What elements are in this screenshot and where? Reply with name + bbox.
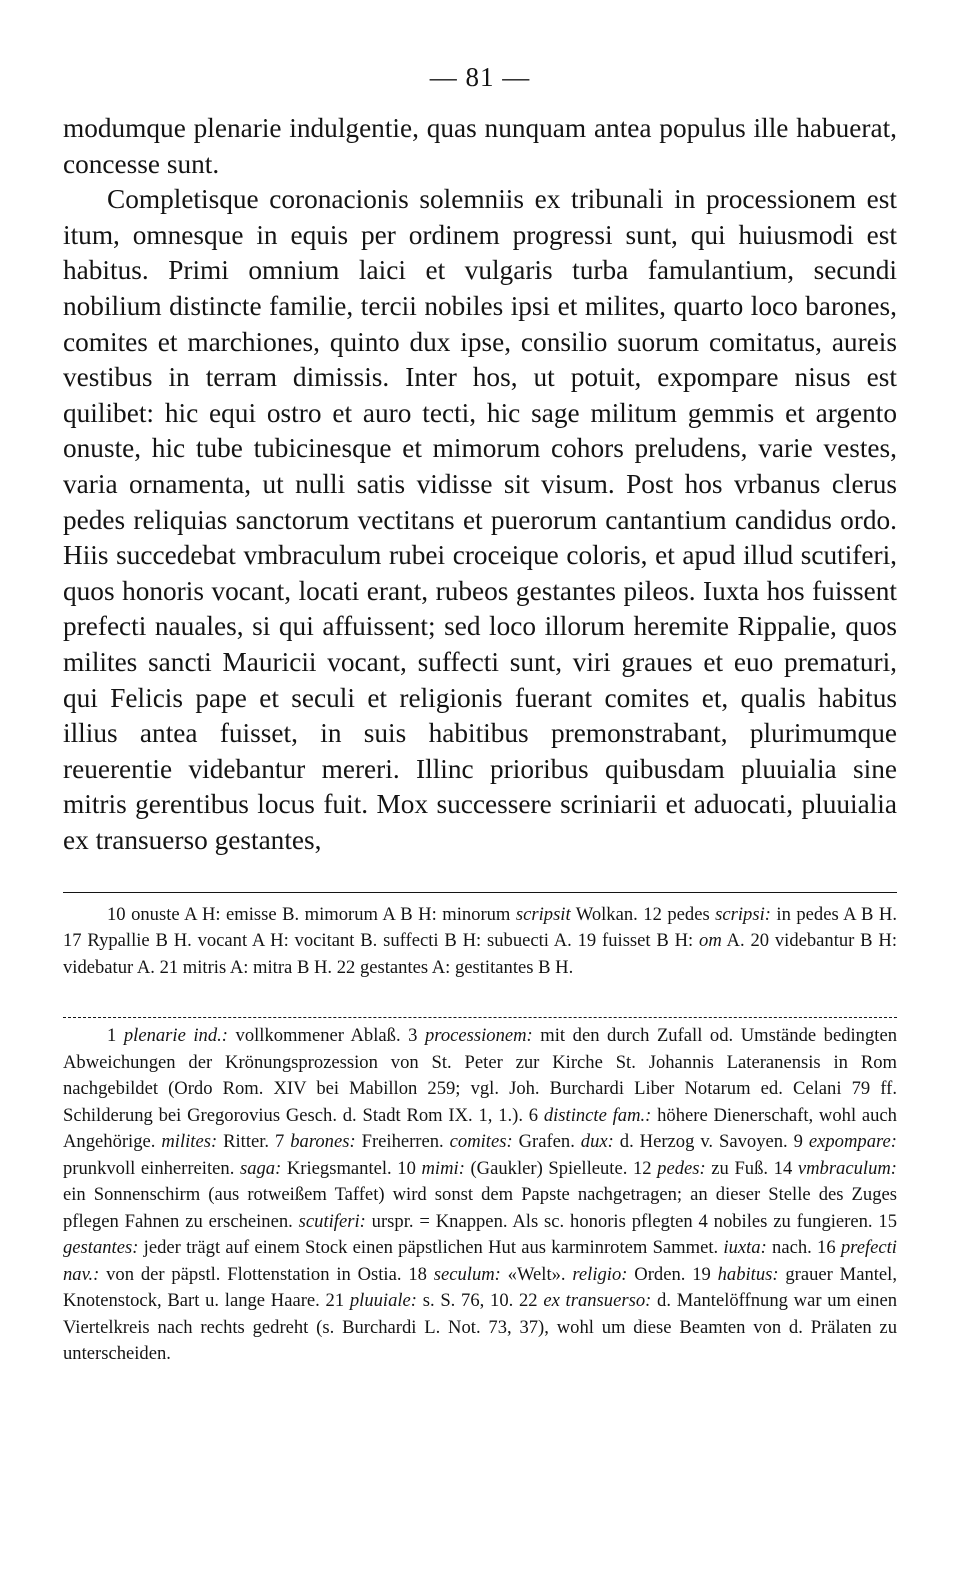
commentary-lemma: dux: <box>580 1131 614 1152</box>
commentary-text: ein Sonnenschirm (aus rotweißem Taffet) wird sonst dem Papste nachgetragen; an dieser Stelle des Zuges pflegen Fahnen zu erscheinen. <box>63 1184 897 1232</box>
commentary-text: grauer Mantel, Knotenstock, Bart u. lange Haare. 21 <box>63 1263 898 1311</box>
commentary-text: d. Mantelöffnung war um einen Viertelkreis nach rechts gedreht (s. Burchardi L. Not. 73, 37), wohl um diese Beamten von d. Prälaten zu unterscheiden. <box>63 1290 897 1364</box>
page-number: — 81 — <box>429 62 531 92</box>
commentary-lemma: seculum: <box>433 1263 501 1285</box>
variant-notes <box>63 902 897 981</box>
commentary-lemma: barones: <box>290 1131 356 1152</box>
commentary-text: prunkvoll einherreiten. <box>63 1157 240 1179</box>
variant-text: A. 20 videbantur B H: videbatur A. 21 mitris A: mitra B H. 22 gestantes A: gestitantes B H. <box>63 930 897 978</box>
commentary-notes <box>63 1023 897 1368</box>
commentary-text: s. S. 76, 10. 22 <box>417 1290 544 1311</box>
commentary-lemma: comites: <box>449 1131 513 1152</box>
commentary-text: zu Fuß. 14 <box>705 1157 798 1179</box>
commentary-text: d. Herzog v. Savoyen. 9 <box>613 1131 809 1152</box>
commentary-text: Kriegsmantel. 10 <box>281 1157 422 1179</box>
commentary-text: Freiherren. <box>355 1131 450 1152</box>
commentary-text: Orden. 19 <box>627 1263 718 1285</box>
critical-apparatus <box>63 902 897 981</box>
commentary-rule <box>63 1017 897 1018</box>
commentary-lemma: iuxta: <box>723 1237 767 1258</box>
commentary-lemma: saga: <box>239 1157 282 1179</box>
variant-text: in pedes A B H. 17 Rypallie B H. vocant A H: vocitant B. suffecti B H: subuecti A. 19 fuisset B H: <box>63 904 897 952</box>
commentary-lemma: religio: <box>572 1263 628 1285</box>
commentary-text: urspr. = Knappen. Als sc. honoris pflegten 4 nobiles zu fungieren. 15 <box>365 1210 898 1232</box>
variant-text: 10 onuste A H: emisse B. mimorum A B H: minorum <box>107 904 516 925</box>
commentary-text: Ritter. 7 <box>217 1131 291 1152</box>
commentary-text: (Gaukler) Spielleute. 12 <box>464 1157 658 1179</box>
commentary-paragraph <box>63 1023 897 1368</box>
commentary-lemma: vmbraculum: <box>797 1157 897 1179</box>
commentary-text: Grafen. <box>512 1131 581 1152</box>
commentary-text: nach. 16 <box>766 1237 841 1258</box>
commentary-text: mit den durch Zufall od. Umstände bedingten Abweichungen der Krönungsprozession von St. Peter zur Kirche St. Johannis Lateranensis in Rom nachgebildet (Ordo Rom. XIV bei Mabillon 259; vgl. Joh. Burchardi Liber Notarum ed. Celani 79 ff. Schilderung bei Gregorovius Gesch. d. Stadt Rom IX. 1, 1.). 6 <box>63 1025 897 1126</box>
main-text <box>63 111 897 858</box>
variant-lemma: scripsit <box>515 904 571 925</box>
commentary-text: vollkommener Ablaß. 3 <box>227 1025 425 1046</box>
main-paragraph-2: Completisque coronacionis solemniis ex tribunali in processionem est itum, omnesque in equis per ordinem progressi sunt, qui huiusmodi est habitus. Primi omnium laici et vulgaris turba famulantium, secundi nobilium distincte familie, tercii nobiles ipsi et milites, quarto loco barones, comites et marchiones, quinto dux ipse, consilio suorum comitatus, aureis vestibus in terram dimissis. Inter hos, ut potuit, expompare nisus est quilibet: hic equi ostro et auro tecti, hic sage militum gemmis et argento onuste, hic tube tubicinesque et mimorum cohors preludens, varie vestes, varia ornamenta, ut nulli satis vidisse sit visum. Post hos vrbanus clerus pedes reliquias sanctorum vectitans et puerorum cantantium candidus ordo. Hiis succedebat vmbraculum rubei croceique coloris, et apud illud scutiferi, quos honoris vocant, locati erant, rubeos gestantes pileos. Iuxta hos fuissent prefecti nauales, si qui affuissent; sed loco illorum heremite Rippalie, quos milites sancti Mauricii vocant, suffecti sunt, viri graues et euo prematuri, qui Felicis pape et seculi et religionis fuerant comites et, qualis habitus illius antea fuisset, in suis habitibus premonstrabant, plurimumque reuerentie videbantur mereri. Illinc prioribus quibusdam pluuialia sine mitris gerentibus locus fuit. Mox successere scriniarii et aduocati, pluuialia ex transuerso gestantes, <box>63 184 897 855</box>
commentary-lemma: gestantes: <box>63 1237 139 1258</box>
commentary-lemma: expompare: <box>808 1131 897 1152</box>
commentary-text: «Welt». <box>500 1263 573 1285</box>
commentary-lemma: scutiferi: <box>298 1210 366 1232</box>
commentary-lemma: processionem: <box>425 1025 533 1046</box>
commentary-lemma: pedes: <box>657 1157 706 1179</box>
commentary-lemma: prefecti nav.: <box>63 1237 897 1285</box>
footnote-rule <box>63 892 897 893</box>
commentary-text: jeder trägt auf einem Stock einen päpstlichen Hut aus karminrotem Sammet. <box>138 1237 724 1258</box>
main-paragraph-1: modumque plenarie indulgentie, quas nunquam antea populus ille habuerat, concesse sunt. <box>63 113 897 179</box>
commentary-text: von der päpstl. Flottenstation in Ostia. 18 <box>99 1263 434 1285</box>
commentary-lemma: habitus: <box>717 1263 779 1285</box>
commentary-lemma: mimi: <box>421 1157 465 1179</box>
commentary-lemma: plenarie ind.: <box>123 1025 228 1046</box>
variant-text: Wolkan. 12 pedes <box>570 904 716 925</box>
variant-lemma: om <box>699 930 722 952</box>
commentary-lemma: milites: <box>161 1131 218 1152</box>
variant-lemma: scripsi: <box>715 904 771 925</box>
commentary-lemma: distincte fam.: <box>543 1104 652 1126</box>
commentary-lemma: ex transuerso: <box>543 1290 652 1311</box>
commentary-lemma: pluuiale: <box>349 1290 417 1311</box>
commentary-text: höhere Dienerschaft, wohl auch Angehörige. <box>63 1104 897 1152</box>
commentary-text: 1 <box>107 1025 124 1046</box>
